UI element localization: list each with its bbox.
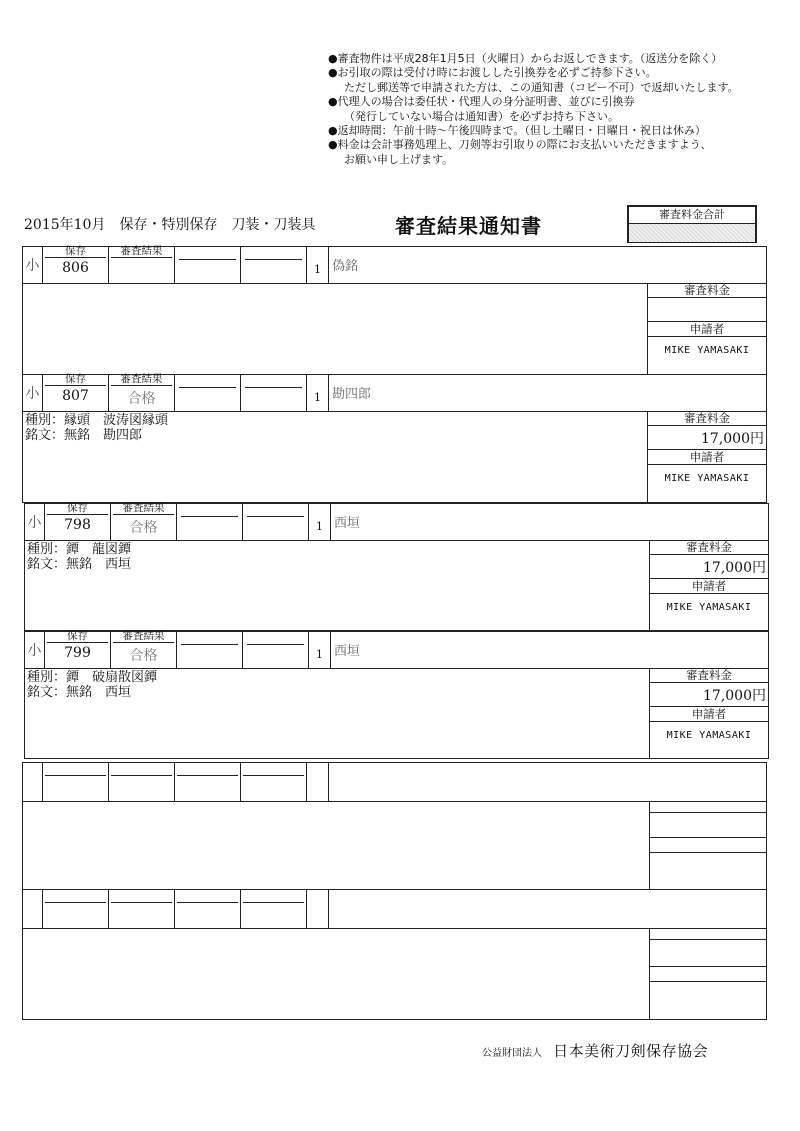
empty-cell <box>43 890 109 928</box>
item-type-line: 種別：鐔 破扇散図鐔 <box>27 670 158 685</box>
item-description <box>25 413 168 443</box>
record-card <box>22 246 767 375</box>
signature-cell: 偽銘 <box>332 259 359 274</box>
blank-fee-panel <box>649 801 766 889</box>
applicant-label: 申請者 <box>650 707 768 722</box>
record-number: 806 <box>62 260 89 276</box>
org-type: 公益財団法人 <box>482 1048 542 1059</box>
blank-fee-row <box>650 940 766 967</box>
notice-line: ●料金は会計事務処理上、刀剣等お引取りの際にお支払いいただきますよう、 <box>328 138 712 152</box>
document-title: 審査結果通知書 <box>395 214 542 238</box>
record-body <box>25 540 768 630</box>
notice-line: ●代理人の場合は委任状・代理人の身分証明書、並びに引換券 <box>328 95 635 109</box>
hozon-header: 保存 <box>47 631 108 643</box>
number-cell <box>43 375 109 411</box>
number-cell <box>43 247 109 283</box>
fee-label: 審査料金 <box>650 540 768 555</box>
fee-value: 17,000円 <box>650 683 768 707</box>
number-cell <box>45 504 111 540</box>
blank-fee-panel <box>649 928 766 1019</box>
item-inscription-line: 銘文：無銘 勘四郎 <box>25 428 143 443</box>
size-cell: 小 <box>23 375 43 411</box>
item-type-line: 種別：縁頭 波涛図縁頭 <box>25 413 169 428</box>
result-cell <box>109 375 175 411</box>
quantity-cell: 1 <box>309 632 331 668</box>
record-header-row <box>23 375 766 412</box>
empty-cell <box>243 504 309 540</box>
record-body <box>25 668 768 758</box>
empty-cell <box>109 763 175 801</box>
record-card <box>24 631 769 759</box>
notice-line: ●返却時間：午前十時〜午後四時まで。（但し土曜日・日曜日・祝日は休み） <box>328 124 706 138</box>
empty-cell <box>243 632 309 668</box>
empty-cell <box>177 632 243 668</box>
result-value: 合格 <box>129 520 158 536</box>
record-header-row <box>25 504 768 541</box>
empty-cell <box>241 763 307 801</box>
empty-cell <box>307 763 329 801</box>
size-cell: 小 <box>25 632 45 668</box>
organization-footer <box>482 1040 708 1061</box>
result-cell <box>109 247 175 283</box>
item-description <box>27 670 157 700</box>
result-header: 審査結果 <box>113 503 174 515</box>
total-fee-label: 審査料金合計 <box>629 207 755 224</box>
fee-value <box>648 298 766 322</box>
applicant-label: 申請者 <box>648 322 766 337</box>
result-cell <box>111 504 177 540</box>
fee-panel <box>649 668 768 758</box>
result-header: 審査結果 <box>111 374 172 386</box>
result-cell <box>111 632 177 668</box>
record-header-row <box>25 632 768 669</box>
empty-cell <box>43 763 109 801</box>
quantity-cell: 1 <box>307 247 329 283</box>
blank-fee-row <box>650 801 766 813</box>
result-value: 合格 <box>127 391 156 407</box>
record-number: 798 <box>64 517 91 533</box>
empty-cell <box>23 763 43 801</box>
quantity-cell: 1 <box>309 504 331 540</box>
record-body <box>23 411 766 502</box>
empty-cell <box>109 890 175 928</box>
size-cell: 小 <box>23 247 43 283</box>
record-number: 799 <box>64 645 91 661</box>
hozon-header: 保存 <box>45 246 106 258</box>
fee-label: 審査料金 <box>650 668 768 683</box>
total-fee-box <box>627 205 757 243</box>
empty-cell <box>175 890 241 928</box>
size-cell: 小 <box>25 504 45 540</box>
blank-record-card <box>22 889 767 1020</box>
empty-cell <box>177 504 243 540</box>
item-inscription-line: 銘文：無銘 西垣 <box>27 685 132 700</box>
notice-line: お願い申し上げます。 <box>344 152 454 166</box>
total-fee-value <box>629 224 755 242</box>
quantity-cell: 1 <box>307 375 329 411</box>
signature-cell: 西垣 <box>334 516 361 531</box>
empty-cell <box>175 247 241 283</box>
applicant-name: MIKE YAMASAKI <box>666 730 752 741</box>
item-description <box>27 542 131 572</box>
blank-record-card <box>22 762 767 890</box>
record-header-row <box>23 247 766 284</box>
applicant-name: MIKE YAMASAKI <box>666 602 752 613</box>
fee-panel <box>647 411 766 502</box>
record-number: 807 <box>62 388 89 404</box>
applicant-label: 申請者 <box>650 579 768 594</box>
item-type-line: 種別：鐔 龍図鐔 <box>27 542 132 557</box>
fee-value: 17,000円 <box>648 426 766 450</box>
session-heading: 2015年10月 保存・特別保存 刀装・刀装具 <box>24 217 316 233</box>
fee-label: 審査料金 <box>648 283 766 298</box>
record-body <box>23 283 766 374</box>
notice-list <box>328 52 788 167</box>
fee-panel <box>647 283 766 374</box>
blank-header-row <box>23 890 766 929</box>
signature-cell: 西垣 <box>334 644 361 659</box>
blank-fee-row <box>650 967 766 982</box>
empty-cell <box>241 890 307 928</box>
notice-line: ●審査物件は平成28年1月5日（火曜日）からお返しできます。（返送分を除く） <box>328 52 723 65</box>
fee-panel <box>649 540 768 630</box>
fee-value: 17,000円 <box>650 555 768 579</box>
hozon-header: 保存 <box>45 374 106 386</box>
blank-fee-row <box>650 838 766 853</box>
notice-line: （発行していない場合は通知書）を必ずお持ち下さい。 <box>344 109 619 123</box>
record-card <box>22 374 767 503</box>
hozon-header: 保存 <box>47 503 108 515</box>
fee-label: 審査料金 <box>648 411 766 426</box>
applicant-name: MIKE YAMASAKI <box>664 473 750 484</box>
item-inscription-line: 銘文：無銘 西垣 <box>27 557 132 572</box>
result-value: 合格 <box>129 648 158 664</box>
org-name: 日本美術刀剣保存協会 <box>553 1042 709 1060</box>
blank-header-row <box>23 763 766 802</box>
result-header: 審査結果 <box>113 631 174 643</box>
applicant-name: MIKE YAMASAKI <box>664 345 750 356</box>
empty-cell <box>241 247 307 283</box>
empty-cell <box>307 890 329 928</box>
empty-cell <box>241 375 307 411</box>
notice-line: ●お引取の際は受付け時にお渡しした引換券を必ずご持参下さい。 <box>328 66 657 80</box>
notice-line: ただし郵送等で申請された方は、この通知書（コピー不可）で返却いたします。 <box>344 80 739 94</box>
blank-fee-row <box>650 813 766 838</box>
signature-cell: 勘四郎 <box>332 387 372 402</box>
empty-cell <box>175 375 241 411</box>
applicant-label: 申請者 <box>648 450 766 465</box>
blank-fee-row <box>650 928 766 940</box>
empty-cell <box>23 890 43 928</box>
empty-cell <box>175 763 241 801</box>
result-header: 審査結果 <box>111 246 172 258</box>
number-cell <box>45 632 111 668</box>
record-card <box>24 503 769 631</box>
